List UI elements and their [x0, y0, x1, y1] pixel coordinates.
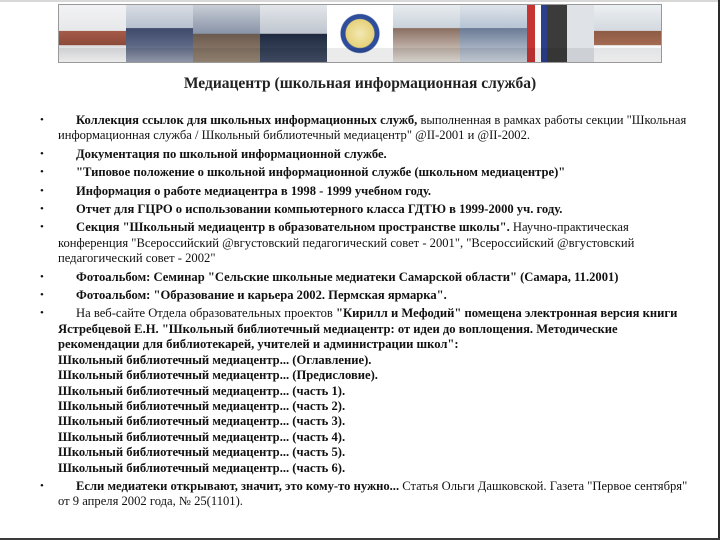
- page-title: Медиацентр (школьная информационная служба): [183, 75, 537, 92]
- chapter-link[interactable]: Школьный библиотечный медиацентр... (часть 1).: [58, 383, 346, 398]
- classroom-teacher-photo: [460, 5, 527, 62]
- list-item: [40, 220, 700, 266]
- chapter-link[interactable]: Школьный библиотечный медиацентр... (часть 2).: [58, 398, 346, 413]
- item-link[interactable]: Информация о работе медиацентра в 1998 - 1999 учебном году.: [76, 183, 432, 198]
- item-link[interactable]: Коллекция ссылок для школьных информационных служб,: [76, 113, 418, 127]
- item-link[interactable]: Если медиатеки открывают, значит, это кому-то нужно...: [76, 478, 400, 493]
- item-link[interactable]: "Типовое положение о школьной информационной службе (школьном медиацентре)": [76, 165, 566, 180]
- bullet-icon: •: [40, 289, 44, 302]
- bullet-icon: •: [40, 307, 44, 320]
- bullet-icon: •: [40, 203, 44, 216]
- school-building-photo: [594, 5, 661, 62]
- item-text: Научно-практическая конференция "Всероссийский @вгустовский педагогический совет - 2001", "Всероссийский @вгустовский педагогический совет - 2002": [58, 220, 635, 266]
- photo-banner: [58, 4, 662, 63]
- bullet-icon: •: [40, 270, 44, 283]
- list-item: [40, 288, 700, 303]
- item-link[interactable]: "Кирилл и Мефодий": [336, 306, 462, 321]
- item-link[interactable]: Фотоальбом: "Образование и карьера 2002. Пермская ярмарка".: [76, 288, 447, 303]
- resource-list: [40, 113, 700, 513]
- frame-top: [0, 0, 720, 2]
- item-text: выполненная в рамках работы секции "Школьная информационная служба / Школьный библиотечный медиацентр" @II-2001 и @II-2002.: [58, 113, 687, 143]
- bullet-icon: •: [40, 147, 44, 160]
- list-item: [40, 165, 700, 180]
- list-item: [40, 184, 700, 199]
- school-building-winter-photo: [59, 5, 126, 62]
- chapter-link[interactable]: Школьный библиотечный медиацентр... (часть 5).: [58, 445, 346, 460]
- item-text: На веб-сайте Отдела образовательных проектов: [76, 306, 337, 321]
- item-link[interactable]: Документация по школьной информационной службе.: [76, 146, 387, 161]
- item-link[interactable]: Фотоальбом: Семинар "Сельские школьные медиатеки Самарской области" (Самара, 11.2001): [76, 269, 619, 284]
- bullet-icon: •: [40, 184, 44, 197]
- list-item: [40, 306, 700, 475]
- item-text: Статья Ольги Дашковской. Газета "Первое сентября" от 9 апреля 2002 года, № 25(1101).: [58, 478, 688, 509]
- list-item: [40, 270, 700, 285]
- flags-officials-photo: [527, 5, 594, 62]
- bullet-icon: •: [40, 114, 44, 126]
- chapter-link[interactable]: Школьный библиотечный медиацентр... (Предисловие).: [58, 368, 378, 383]
- chapter-link[interactable]: Школьный библиотечный медиацентр... (часть 3).: [58, 414, 346, 429]
- classroom-photo: [126, 5, 193, 62]
- computer-room-photo: [393, 5, 460, 62]
- bullet-icon: •: [40, 479, 44, 492]
- chapter-link[interactable]: Школьный библиотечный медиацентр... (часть 4).: [58, 429, 346, 444]
- item-text: помещена электронная версия книги Ястребцевой Е.Н. "Школьный библиотечный медиацентр: от идеи до воплощения. Методические рекомендации для библиотекарей, учителей и администрации школ":: [58, 306, 678, 352]
- item-link[interactable]: Отчет для ГЦРО о использовании компьютерного класса ГДТЮ в 1999-2000 уч. году.: [76, 202, 563, 217]
- list-item: [40, 479, 700, 510]
- chapter-link[interactable]: Школьный библиотечный медиацентр... (Оглавление).: [58, 352, 372, 367]
- computer-class-photo: [260, 5, 327, 62]
- list-item: [40, 147, 700, 162]
- bullet-icon: •: [40, 221, 44, 234]
- item-link[interactable]: Секция "Школьный медиацентр в образовательном пространстве школы".: [76, 220, 510, 235]
- list-item: [40, 113, 700, 144]
- list-item: [40, 202, 700, 217]
- chapter-link[interactable]: Школьный библиотечный медиацентр... (часть 6).: [58, 460, 346, 475]
- library-photo: [193, 5, 260, 62]
- bullet-icon: •: [40, 166, 44, 179]
- school-emblem: [327, 5, 394, 62]
